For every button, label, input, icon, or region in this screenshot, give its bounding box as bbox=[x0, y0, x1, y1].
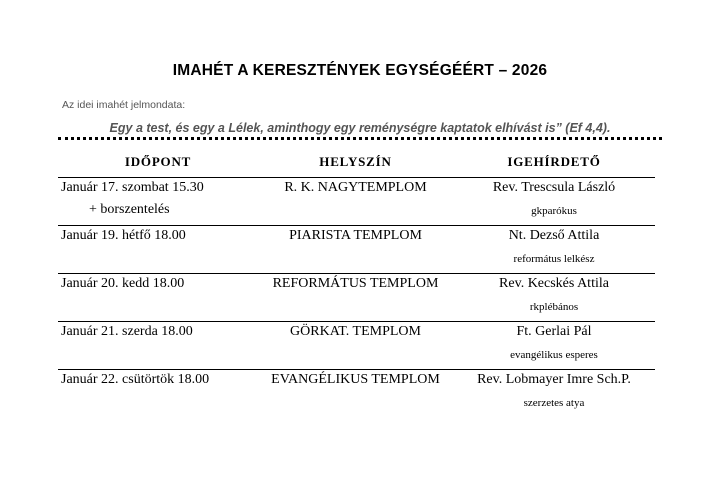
motto-label: Az idei imahét jelmondata: bbox=[62, 99, 186, 111]
preacher-role: református lelkész bbox=[513, 253, 595, 265]
place-text: REFORMÁTUS TEMPLOM bbox=[272, 276, 439, 291]
place-text: R. K. NAGYTEMPLOM bbox=[284, 180, 427, 195]
preacher-role: szerzetes atya bbox=[523, 397, 585, 409]
time-cell bbox=[58, 274, 258, 322]
place-cell bbox=[258, 322, 453, 370]
page-title: IMAHÉT A KERESZTÉNYEK EGYSÉGÉÉRT – 2026 bbox=[172, 62, 548, 79]
place-cell bbox=[258, 274, 453, 322]
table-row bbox=[58, 178, 655, 226]
preacher-role: gkparókus bbox=[531, 205, 577, 217]
preacher-name: Rev. Kecskés Attila bbox=[499, 276, 609, 291]
preacher-cell bbox=[453, 322, 655, 370]
place-cell bbox=[258, 370, 453, 418]
time-cell bbox=[58, 370, 258, 418]
preacher-cell bbox=[453, 226, 655, 274]
place-text: GÖRKAT. TEMPLOM bbox=[290, 324, 421, 339]
header-preacher: IGEHÍRDETŐ bbox=[453, 146, 655, 178]
dotted-divider bbox=[58, 137, 662, 140]
place-cell bbox=[258, 226, 453, 274]
time-cell bbox=[58, 178, 258, 226]
header-row bbox=[58, 146, 655, 178]
table-row bbox=[58, 322, 655, 370]
time-text: Január 17. szombat 15.30 bbox=[61, 180, 204, 195]
time-extra: + borszentelés bbox=[89, 202, 170, 217]
time-text: Január 21. szerda 18.00 bbox=[61, 324, 193, 339]
time-cell bbox=[58, 226, 258, 274]
time-text: Január 19. hétfő 18.00 bbox=[61, 228, 186, 243]
preacher-role: evangélikus esperes bbox=[510, 349, 598, 361]
time-text: Január 22. csütörtök 18.00 bbox=[61, 372, 210, 387]
time-cell bbox=[58, 322, 258, 370]
table-row bbox=[58, 226, 655, 274]
motto-quote: Egy a test, és egy a Lélek, aminthogy egy reménységre kaptatok elhívást is” (Ef 4,4). bbox=[109, 121, 611, 135]
schedule-table bbox=[58, 146, 655, 417]
preacher-name: Rev. Trescsula László bbox=[492, 180, 616, 195]
preacher-cell bbox=[453, 274, 655, 322]
place-cell bbox=[258, 178, 453, 226]
preacher-role: rkplébános bbox=[529, 301, 579, 313]
preacher-name: Ft. Gerlai Pál bbox=[516, 324, 592, 339]
table-row bbox=[58, 370, 655, 418]
time-text: Január 20. kedd 18.00 bbox=[61, 276, 185, 291]
preacher-cell bbox=[453, 178, 655, 226]
header-time: IDŐPONT bbox=[58, 146, 258, 178]
place-text: EVANGÉLIKUS TEMPLOM bbox=[271, 372, 440, 387]
preacher-name: Nt. Dezső Attila bbox=[508, 228, 600, 243]
table-row bbox=[58, 274, 655, 322]
place-text: PIARISTA TEMPLOM bbox=[289, 228, 422, 243]
preacher-cell bbox=[453, 370, 655, 418]
preacher-name: Rev. Lobmayer Imre Sch.P. bbox=[477, 372, 631, 387]
header-place: HELYSZÍN bbox=[258, 146, 453, 178]
